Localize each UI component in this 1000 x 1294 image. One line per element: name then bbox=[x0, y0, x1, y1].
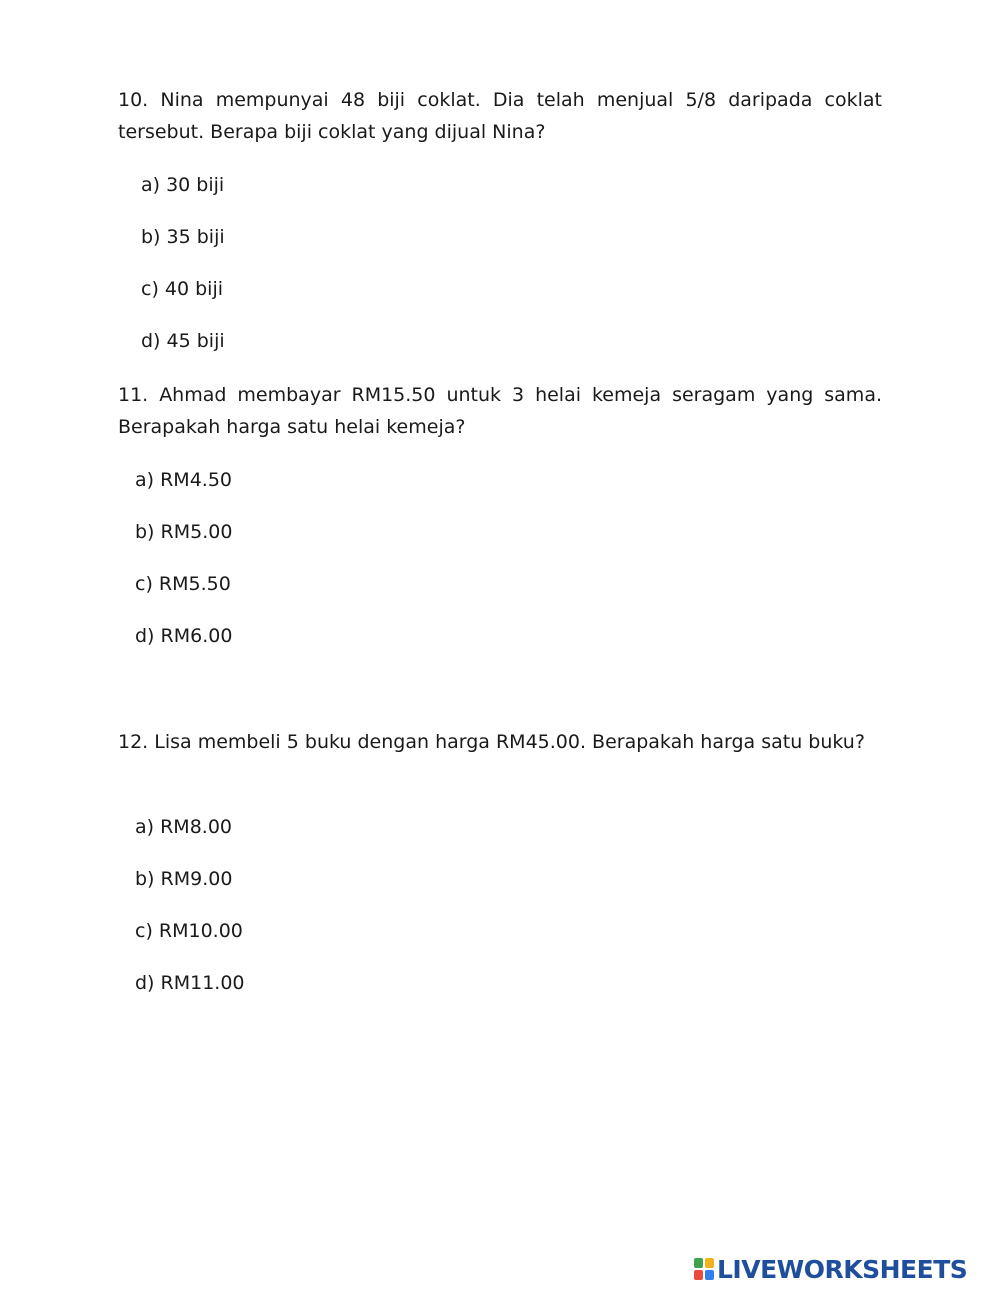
logo-mark-square-b bbox=[705, 1258, 714, 1268]
liveworksheets-logo-text: LIVEWORKSHEETS bbox=[717, 1254, 968, 1284]
logo-mark-square-d bbox=[705, 1270, 714, 1280]
question-10-text: 10. Nina mempunyai 48 biji coklat. Dia telah menjual 5/8 daripada coklat tersebut. Berapa biji coklat yang dijual Nina? bbox=[118, 89, 882, 143]
question-11-option-b[interactable]: b) RM5.00 bbox=[135, 521, 233, 543]
question-12-option-d[interactable]: d) RM11.00 bbox=[135, 972, 245, 994]
question-11-text: 11. Ahmad membayar RM15.50 untuk 3 helai kemeja seragam yang sama. Berapakah harga satu helai kemeja? bbox=[118, 384, 882, 438]
question-11-option-d[interactable]: d) RM6.00 bbox=[135, 625, 233, 647]
question-12-option-a[interactable]: a) RM8.00 bbox=[135, 816, 232, 838]
question-11-option-c[interactable]: c) RM5.50 bbox=[135, 573, 231, 595]
question-10-option-a[interactable]: a) 30 biji bbox=[141, 174, 225, 196]
question-10-option-d[interactable]: d) 45 biji bbox=[141, 330, 225, 352]
question-10-option-b[interactable]: b) 35 biji bbox=[141, 226, 225, 248]
question-11-option-a[interactable]: a) RM4.50 bbox=[135, 469, 232, 491]
liveworksheets-logo-icon bbox=[694, 1258, 714, 1280]
question-10-option-c[interactable]: c) 40 biji bbox=[141, 278, 224, 300]
question-12-option-b[interactable]: b) RM9.00 bbox=[135, 868, 233, 890]
logo-mark-square-a bbox=[694, 1258, 703, 1268]
logo-mark-square-c bbox=[694, 1270, 703, 1280]
liveworksheets-logo bbox=[694, 1255, 967, 1283]
question-12-text: 12. Lisa membeli 5 buku dengan harga RM45.00. Berapakah harga satu buku? bbox=[118, 731, 865, 753]
question-12-option-c[interactable]: c) RM10.00 bbox=[135, 920, 243, 942]
